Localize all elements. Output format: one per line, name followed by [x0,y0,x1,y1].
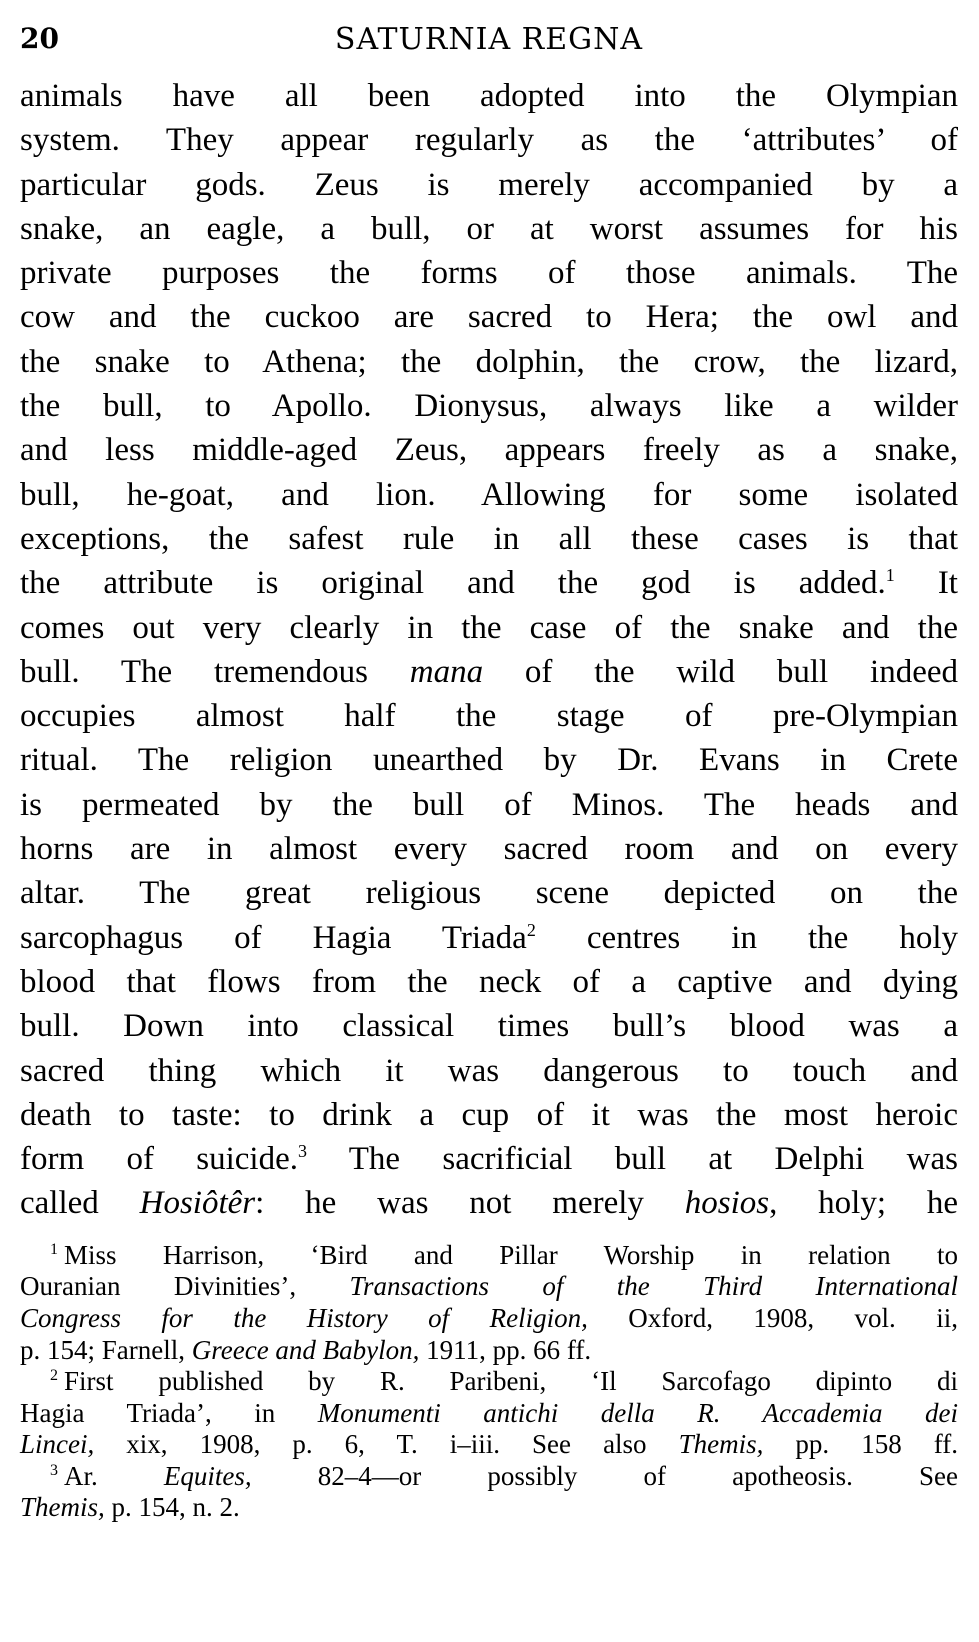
footnote-italic: Equites, [163,1460,252,1491]
text-line: particular gods. Zeus is merely accompanied by a [20,166,958,203]
line-text: called [20,1185,140,1222]
footnote-italic: Congress for the History of Religion, [20,1302,588,1333]
line-text: form of suicide. [20,1141,298,1178]
footnote-text: Oxford, 1908, vol. ii, [587,1302,958,1333]
line-text: It [894,565,958,602]
text-line: horns are in almost every sacred room and on every [20,831,958,868]
line-text: of the wild bull indeed [483,653,958,690]
text-line [20,1181,958,1225]
footnote-text: p. 154; Farnell, [20,1334,192,1365]
footnote-text: pp. 158 ff. [763,1429,958,1460]
text-line: death to taste: to drink a cup of it was the most heroic [20,1096,958,1133]
page-number: 20 [20,22,59,55]
footnote-line [20,1240,958,1272]
footnote-italic: Monumenti antichi della R. Accademia dei [317,1397,958,1428]
line-text: bull. The tremendous [20,653,410,690]
footnotes [20,1240,958,1524]
italic-term: Hosiôtêr [139,1185,256,1222]
footnote-line [20,1492,958,1524]
footnote-line [20,1335,958,1367]
footnote-marker: 3 [50,1461,58,1479]
text-line: altar. The great religious scene depicted on the [20,875,958,912]
text-line: bull. Down into classical times bull’s blood was a [20,1008,958,1045]
line-text: centres in the holy [535,919,958,956]
text-line: ritual. The religion unearthed by Dr. Evans in Crete [20,742,958,779]
footnote-italic: Greece and Babylon, [191,1334,420,1365]
line-text: The sacrificial bull at Delphi was [307,1141,958,1178]
text-line: the bull, to Apollo. Dionysus, always like a wilder [20,388,958,425]
footnote-italic: Lincei, [20,1429,95,1460]
line-text: , holy; he [769,1185,958,1222]
footnote-text: Hagia Triada’, in [20,1397,318,1428]
footnote-line [20,1271,958,1303]
text-line: cow and the cuckoo are sacred to Hera; the owl and [20,299,958,336]
footnote-text: 1911, pp. 66 ff. [419,1334,592,1365]
footnote-ref: 2 [526,919,536,940]
italic-term: mana [409,653,484,690]
footnote-text: xix, 1908, p. 6, T. i–iii. See also [94,1429,679,1460]
text-line: the snake to Athena; the dolphin, the crow, the lizard, [20,343,958,380]
footnote-text: Miss Harrison, ‘Bird and Pillar Worship in relation to [64,1239,958,1270]
book-page [20,22,958,1524]
text-line: animals have all been adopted into the Olympian [20,78,958,114]
footnote-text: Ouranian Divinities’, [20,1271,350,1302]
footnote-line [20,1366,958,1398]
text-line: private purposes the forms of those animals. The [20,255,958,292]
footnote-italic: Transactions of the Third International [349,1271,958,1302]
text-line: comes out very clearly in the case of the snake and the [20,609,958,646]
text-line [20,650,958,694]
text-line [20,561,958,605]
main-text [20,74,958,1226]
line-text: : he was not merely [255,1185,685,1222]
text-line: bull, he-goat, and lion. Allowing for some isolated [20,476,958,513]
footnote-marker: 1 [50,1240,58,1258]
italic-term: hosios [684,1185,770,1222]
text-line: is permeated by the bull of Minos. The heads and [20,786,958,823]
footnote-text: p. 154, n. 2. [104,1492,240,1523]
text-line: exceptions, the safest rule in all these cases is that [20,520,958,557]
footnote-text: First published by R. Paribeni, ‘Il Sarcofago dipinto di [64,1366,958,1397]
text-line: system. They appear regularly as the ‘attributes’ of [20,122,958,159]
text-line: sacred thing which it was dangerous to touch and [20,1052,958,1089]
footnote-italic: Themis, [20,1492,105,1523]
page-header [20,22,958,72]
text-line [20,1137,958,1181]
footnote-text: Ar. [64,1460,164,1491]
footnote-marker: 2 [50,1367,58,1385]
footnote-line [20,1303,958,1335]
footnote-line [20,1429,958,1461]
footnote-text: 82–4—or possibly of apotheosis. See [251,1460,958,1491]
footnote-line [20,1398,958,1430]
text-line: occupies almost half the stage of pre-Olympian [20,698,958,735]
footnote-ref: 1 [885,565,895,586]
footnote-italic: Themis, [678,1429,764,1460]
text-line: and less middle-aged Zeus, appears freely as a snake, [20,432,958,469]
line-text: the attribute is original and the god is added. [20,565,886,602]
text-line: snake, an eagle, a bull, or at worst assumes for his [20,210,958,247]
running-title: SATURNIA REGNA [334,22,644,57]
line-text: sarcophagus of Hagia Triada [20,919,527,956]
text-line [20,916,958,960]
text-line: blood that flows from the neck of a captive and dying [20,963,958,1000]
footnote-ref: 3 [298,1141,307,1162]
footnote-line [20,1461,958,1493]
